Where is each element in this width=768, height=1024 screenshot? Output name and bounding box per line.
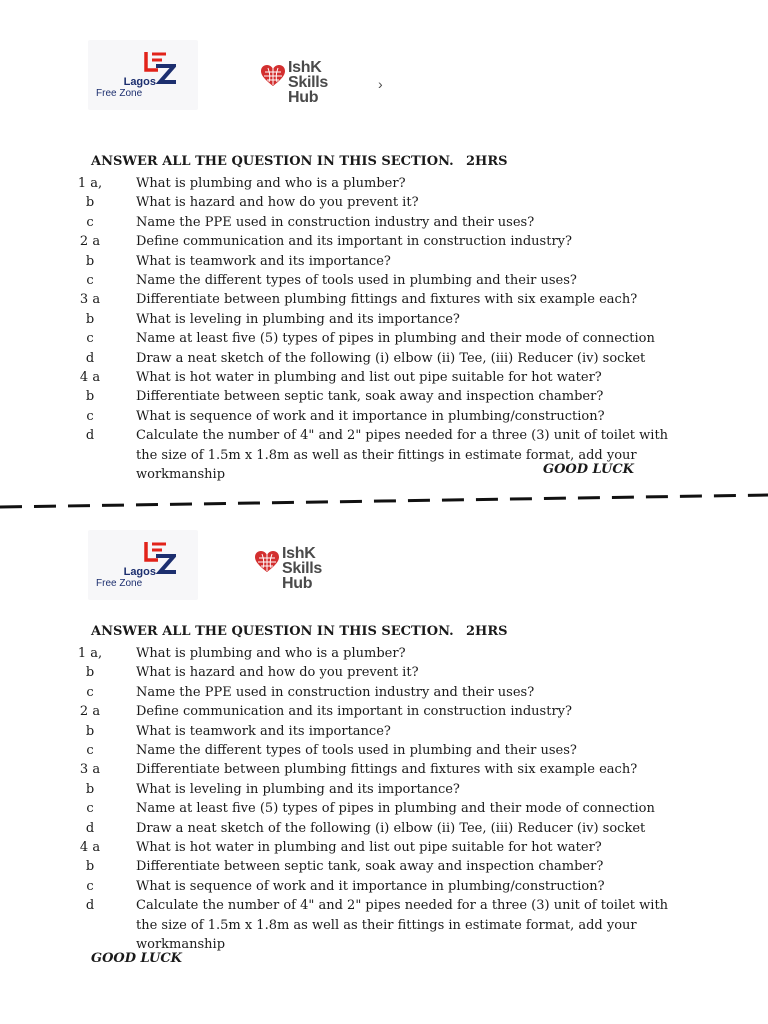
- question-text: Name at least five (5) types of pipes in plumbing and their mode of connection: [136, 801, 655, 817]
- lfz-subtitle: Free Zone: [96, 88, 143, 99]
- question-number: c: [86, 801, 94, 817]
- question-text: What is leveling in plumbing and its importance?: [136, 311, 460, 327]
- good-luck-text: GOOD LUCK: [91, 951, 182, 966]
- exam-duration: 2HRS: [466, 154, 508, 169]
- question-number: d: [85, 898, 95, 914]
- question-number: b: [85, 665, 95, 681]
- question-number: 4 a: [79, 370, 101, 385]
- question-number: b: [85, 781, 95, 797]
- question-text: Define communication and its important in construction industry?: [136, 234, 572, 250]
- question-number: b: [85, 311, 95, 327]
- lfz-title: Lagos: [123, 566, 156, 578]
- ishk-name: [282, 546, 322, 591]
- question-text: Draw a neat sketch of the following (i) elbow (ii) Tee, (iii) Reducer (iv) socket: [136, 820, 646, 836]
- question-number: d: [85, 350, 95, 366]
- question-text: What is hazard and how do you prevent it?: [136, 195, 419, 211]
- question-text: What is teamwork and its importance?: [136, 723, 391, 739]
- question-text: Calculate the number of 4" and 2" pipes needed for a three (3) unit of toilet with: [136, 428, 669, 444]
- question-number: 4 a: [79, 840, 101, 855]
- question-number: b: [85, 389, 95, 405]
- question-number: b: [85, 859, 95, 875]
- question-text: workmanship: [136, 937, 226, 952]
- question-text: the size of 1.5m x 1.8m as well as their fittings in estimate format, add your: [136, 447, 637, 463]
- question-number: 1 a,: [77, 176, 103, 191]
- ishk-line1: IshK: [282, 545, 316, 562]
- question-text: Differentiate between plumbing fittings and fixtures with six example each?: [136, 292, 638, 308]
- question-text: What is hazard and how do you prevent it?: [136, 665, 419, 681]
- section-heading: ANSWER ALL THE QUESTION IN THIS SECTION.: [91, 624, 454, 639]
- exam-duration: 2HRS: [466, 624, 508, 639]
- question-number: b: [85, 195, 95, 211]
- question-number: c: [86, 331, 94, 347]
- question-number: b: [85, 723, 95, 739]
- exam-copy-bottom: [0, 520, 768, 1024]
- question-text: Name the PPE used in construction industry and their uses?: [136, 214, 535, 230]
- question-text: Differentiate between plumbing fittings and fixtures with six example each?: [136, 762, 638, 778]
- question-text: What is plumbing and who is a plumber?: [136, 176, 406, 191]
- question-number: d: [85, 428, 95, 444]
- question-text: What is hot water in plumbing and list out pipe suitable for hot water?: [136, 370, 602, 385]
- question-text: Name at least five (5) types of pipes in plumbing and their mode of connection: [136, 331, 655, 347]
- question-text: Name the different types of tools used in plumbing and their uses?: [136, 273, 577, 288]
- question-text: Differentiate between septic tank, soak away and inspection chamber?: [136, 389, 604, 405]
- question-number: c: [86, 878, 94, 894]
- question-text: What is sequence of work and it importance in plumbing/construction?: [136, 408, 605, 424]
- question-number: c: [86, 743, 94, 758]
- question-text: Draw a neat sketch of the following (i) elbow (ii) Tee, (iii) Reducer (iv) socket: [136, 350, 646, 366]
- question-text: the size of 1.5m x 1.8m as well as their fittings in estimate format, add your: [136, 917, 637, 933]
- question-number: b: [85, 253, 95, 269]
- question-text: What is leveling in plumbing and its importance?: [136, 781, 460, 797]
- ishk-line1: IshK: [288, 59, 322, 76]
- question-number: c: [86, 214, 94, 230]
- dashed-cut-line: [0, 492, 768, 510]
- heart-globe-icon: [254, 550, 280, 574]
- question-number: 3 a: [79, 762, 101, 778]
- exam-copy-top: [0, 0, 768, 490]
- question-text: What is sequence of work and it importance in plumbing/construction?: [136, 878, 605, 894]
- question-number: c: [86, 273, 94, 288]
- question-number: c: [86, 684, 94, 700]
- lagos-free-zone-logo: [88, 40, 198, 110]
- question-number: 2 a: [79, 704, 101, 720]
- ishk-line2: Skills Hub: [288, 74, 329, 106]
- ishk-name: [288, 60, 328, 105]
- heart-globe-icon: [260, 64, 286, 88]
- question-text: Differentiate between septic tank, soak away and inspection chamber?: [136, 859, 604, 875]
- question-text: Name the different types of tools used in plumbing and their uses?: [136, 743, 577, 758]
- good-luck-text: GOOD LUCK: [543, 462, 634, 477]
- question-number: c: [86, 408, 94, 424]
- lagos-free-zone-logo: [88, 530, 198, 600]
- question-number: 1 a,: [77, 646, 103, 661]
- question-number: d: [85, 820, 95, 836]
- question-text: workmanship: [136, 467, 226, 482]
- section-heading: ANSWER ALL THE QUESTION IN THIS SECTION.: [91, 154, 454, 169]
- ishk-tail-glyph: ›: [378, 76, 383, 92]
- question-text: What is hot water in plumbing and list out pipe suitable for hot water?: [136, 840, 602, 855]
- question-number: 3 a: [79, 292, 101, 308]
- question-number: 2 a: [79, 234, 101, 250]
- question-text: Calculate the number of 4" and 2" pipes needed for a three (3) unit of toilet with: [136, 898, 669, 914]
- question-text: Define communication and its important in construction industry?: [136, 704, 572, 720]
- question-text: Name the PPE used in construction industry and their uses?: [136, 684, 535, 700]
- question-text: What is plumbing and who is a plumber?: [136, 646, 406, 661]
- ishk-line2: Skills Hub: [282, 560, 323, 592]
- question-text: What is teamwork and its importance?: [136, 253, 391, 269]
- lfz-title: Lagos: [123, 76, 156, 88]
- lfz-subtitle: Free Zone: [96, 578, 143, 589]
